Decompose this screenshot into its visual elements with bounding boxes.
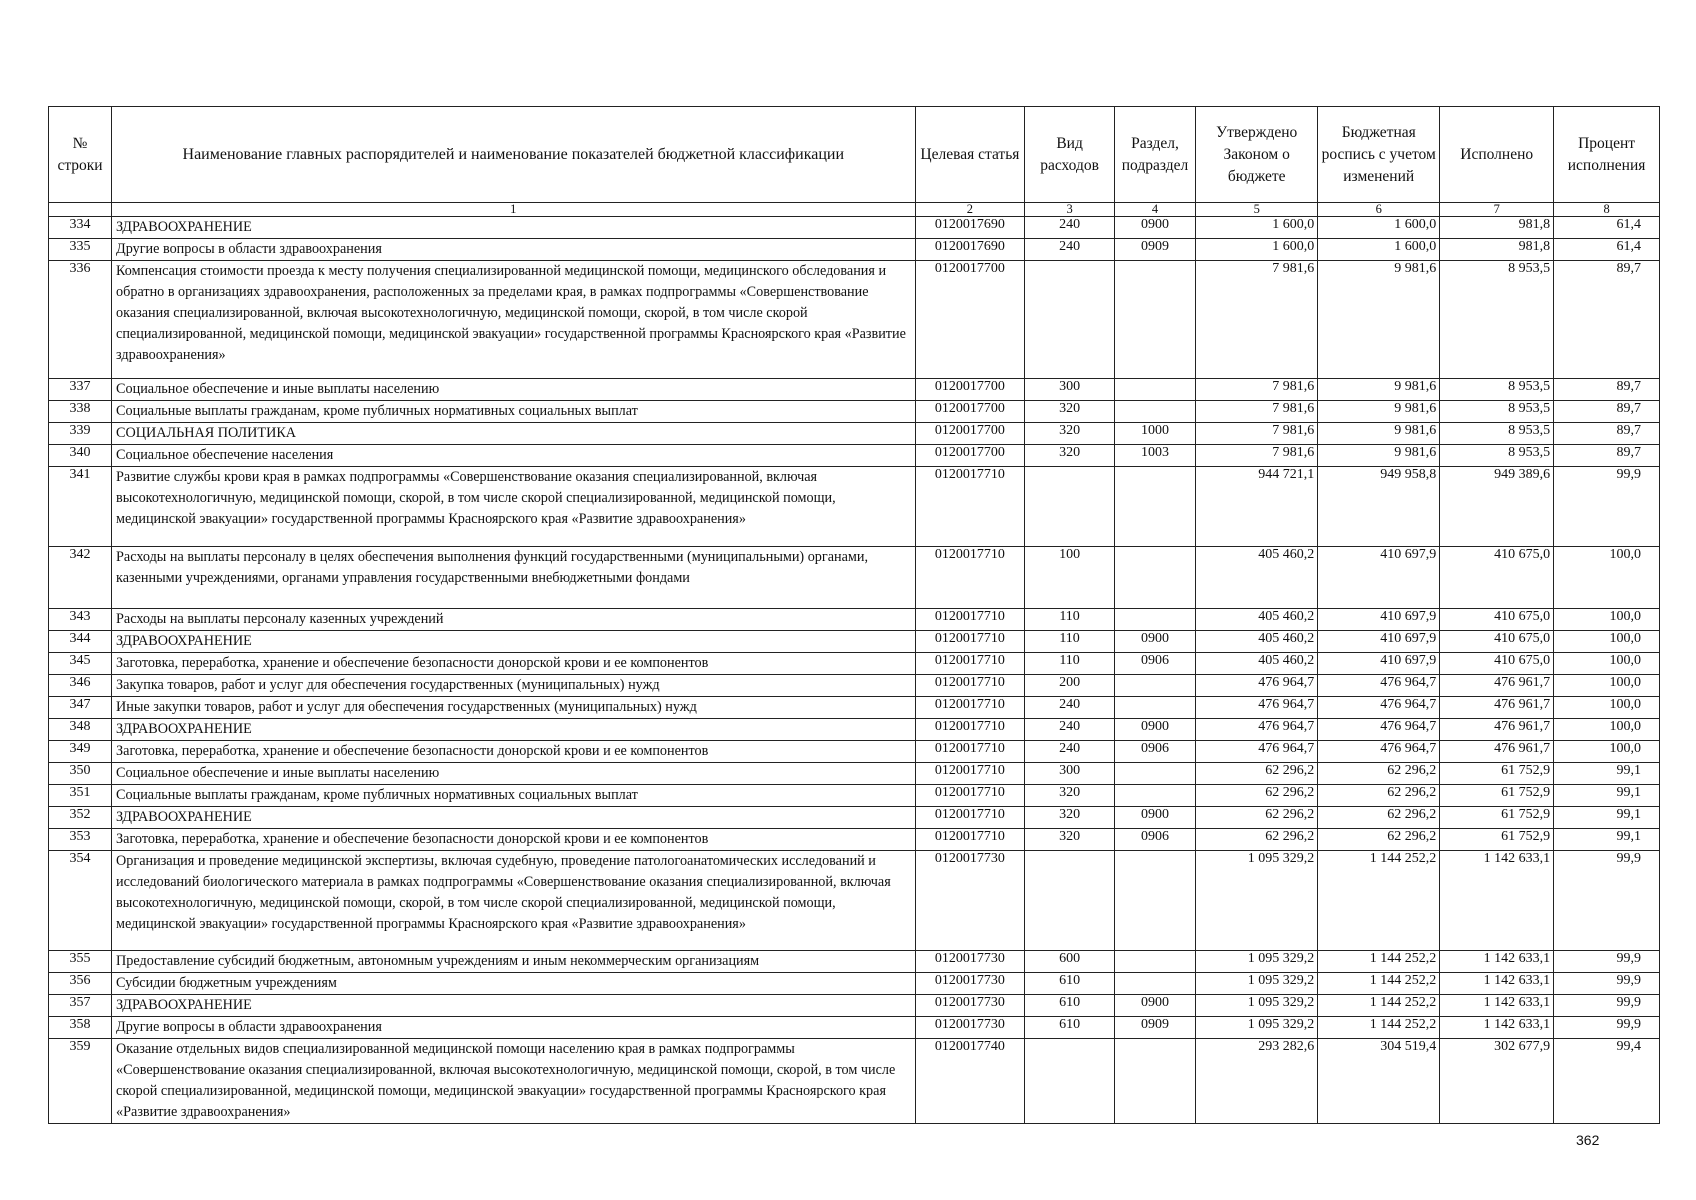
row-number-cell: 344 (49, 631, 112, 653)
section-cell: 1003 (1114, 445, 1195, 467)
row-number-cell: 348 (49, 719, 112, 741)
section-cell (1114, 379, 1195, 401)
column-number: 5 (1196, 203, 1318, 217)
budget-amount-cell: 9 981,6 (1318, 423, 1440, 445)
table-row (49, 445, 1660, 467)
row-name-cell: ЗДРАВООХРАНЕНИЕ (112, 631, 915, 653)
row-number-cell: 335 (49, 239, 112, 261)
budget-amount-cell: 9 981,6 (1318, 401, 1440, 423)
expense-kind-cell: 320 (1025, 445, 1115, 467)
column-number-blank (49, 203, 112, 217)
header-approved: Утверждено Законом о бюджете (1196, 107, 1318, 203)
row-name-cell: Развитие службы крови края в рамках подпрограммы «Совершенствование оказания специализированной, включая высокотехнологичную, медицинской помощи, скорой, в том числе скорой специализированной, медицинской помощи, медицинской эвакуации» государственной программы Красноярского края «Развитие здравоохранения» (112, 467, 915, 547)
expense-kind-cell: 320 (1025, 423, 1115, 445)
budget-amount-cell: 9 981,6 (1318, 445, 1440, 467)
table-row (49, 741, 1660, 763)
section-cell (1114, 261, 1195, 379)
section-cell (1114, 851, 1195, 951)
executed-amount-cell: 61 752,9 (1440, 763, 1554, 785)
expense-kind-cell: 610 (1025, 1017, 1115, 1039)
percent-cell: 61,4 (1554, 217, 1660, 239)
executed-amount-cell: 949 389,6 (1440, 467, 1554, 547)
percent-cell: 100,0 (1554, 697, 1660, 719)
approved-amount-cell: 7 981,6 (1196, 379, 1318, 401)
approved-amount-cell: 476 964,7 (1196, 675, 1318, 697)
table-row (49, 1017, 1660, 1039)
target-article-cell: 0120017730 (915, 995, 1025, 1017)
row-name-cell: Социальные выплаты гражданам, кроме публичных нормативных социальных выплат (112, 785, 915, 807)
budget-execution-table (48, 106, 1660, 1124)
percent-cell: 99,1 (1554, 807, 1660, 829)
section-cell (1114, 951, 1195, 973)
budget-amount-cell: 476 964,7 (1318, 675, 1440, 697)
executed-amount-cell: 981,8 (1440, 239, 1554, 261)
executed-amount-cell: 8 953,5 (1440, 445, 1554, 467)
executed-amount-cell: 61 752,9 (1440, 829, 1554, 851)
approved-amount-cell: 405 460,2 (1196, 653, 1318, 675)
table-row (49, 951, 1660, 973)
budget-amount-cell: 410 697,9 (1318, 631, 1440, 653)
executed-amount-cell: 1 142 633,1 (1440, 851, 1554, 951)
section-cell: 1000 (1114, 423, 1195, 445)
row-name-cell: Субсидии бюджетным учреждениям (112, 973, 915, 995)
budget-amount-cell: 62 296,2 (1318, 785, 1440, 807)
percent-cell: 89,7 (1554, 423, 1660, 445)
target-article-cell: 0120017730 (915, 851, 1025, 951)
table-header-row (49, 107, 1660, 203)
approved-amount-cell: 7 981,6 (1196, 401, 1318, 423)
expense-kind-cell: 110 (1025, 631, 1115, 653)
percent-cell: 100,0 (1554, 741, 1660, 763)
approved-amount-cell: 62 296,2 (1196, 785, 1318, 807)
executed-amount-cell: 410 675,0 (1440, 547, 1554, 609)
budget-amount-cell: 1 144 252,2 (1318, 851, 1440, 951)
target-article-cell: 0120017690 (915, 217, 1025, 239)
row-number-cell: 343 (49, 609, 112, 631)
row-number-cell: 337 (49, 379, 112, 401)
percent-cell: 99,9 (1554, 973, 1660, 995)
row-name-cell: Предоставление субсидий бюджетным, автономным учреждениям и иным некоммерческим организациям (112, 951, 915, 973)
approved-amount-cell: 405 460,2 (1196, 547, 1318, 609)
section-cell (1114, 675, 1195, 697)
percent-cell: 99,9 (1554, 467, 1660, 547)
percent-cell: 100,0 (1554, 653, 1660, 675)
row-name-cell: Иные закупки товаров, работ и услуг для обеспечения государственных (муниципальных) нужд (112, 697, 915, 719)
percent-cell: 99,9 (1554, 951, 1660, 973)
table-row (49, 675, 1660, 697)
budget-amount-cell: 1 600,0 (1318, 239, 1440, 261)
column-number: 8 (1554, 203, 1660, 217)
row-number-cell: 350 (49, 763, 112, 785)
column-number: 4 (1114, 203, 1195, 217)
target-article-cell: 0120017700 (915, 261, 1025, 379)
table-row (49, 379, 1660, 401)
executed-amount-cell: 476 961,7 (1440, 675, 1554, 697)
executed-amount-cell: 476 961,7 (1440, 719, 1554, 741)
target-article-cell: 0120017730 (915, 1017, 1025, 1039)
table-body (49, 217, 1660, 1124)
table-row (49, 807, 1660, 829)
column-number-row (49, 203, 1660, 217)
row-number-cell: 353 (49, 829, 112, 851)
row-name-cell: Социальное обеспечение и иные выплаты населению (112, 763, 915, 785)
row-number-cell: 347 (49, 697, 112, 719)
approved-amount-cell: 62 296,2 (1196, 807, 1318, 829)
row-name-cell: СОЦИАЛЬНАЯ ПОЛИТИКА (112, 423, 915, 445)
expense-kind-cell: 240 (1025, 697, 1115, 719)
row-name-cell: Другие вопросы в области здравоохранения (112, 1017, 915, 1039)
target-article-cell: 0120017710 (915, 829, 1025, 851)
target-article-cell: 0120017710 (915, 785, 1025, 807)
section-cell (1114, 763, 1195, 785)
approved-amount-cell: 405 460,2 (1196, 631, 1318, 653)
target-article-cell: 0120017730 (915, 973, 1025, 995)
percent-cell: 99,9 (1554, 851, 1660, 951)
section-cell: 0906 (1114, 653, 1195, 675)
expense-kind-cell: 320 (1025, 807, 1115, 829)
executed-amount-cell: 8 953,5 (1440, 379, 1554, 401)
expense-kind-cell: 610 (1025, 995, 1115, 1017)
row-name-cell: Заготовка, переработка, хранение и обеспечение безопасности донорской крови и ее компонентов (112, 653, 915, 675)
row-number-cell: 338 (49, 401, 112, 423)
budget-amount-cell: 476 964,7 (1318, 719, 1440, 741)
budget-amount-cell: 62 296,2 (1318, 763, 1440, 785)
executed-amount-cell: 8 953,5 (1440, 401, 1554, 423)
row-number-cell: 345 (49, 653, 112, 675)
table-row (49, 261, 1660, 379)
column-number: 3 (1025, 203, 1115, 217)
executed-amount-cell: 410 675,0 (1440, 653, 1554, 675)
section-cell: 0900 (1114, 807, 1195, 829)
executed-amount-cell: 1 142 633,1 (1440, 951, 1554, 973)
percent-cell: 99,9 (1554, 995, 1660, 1017)
section-cell: 0900 (1114, 995, 1195, 1017)
percent-cell: 100,0 (1554, 675, 1660, 697)
approved-amount-cell: 7 981,6 (1196, 261, 1318, 379)
row-number-cell: 356 (49, 973, 112, 995)
budget-amount-cell: 1 144 252,2 (1318, 1017, 1440, 1039)
row-number-cell: 357 (49, 995, 112, 1017)
expense-kind-cell: 200 (1025, 675, 1115, 697)
row-number-cell: 341 (49, 467, 112, 547)
percent-cell: 89,7 (1554, 261, 1660, 379)
expense-kind-cell: 110 (1025, 609, 1115, 631)
column-number: 2 (915, 203, 1025, 217)
header-percent: Процент исполнения (1554, 107, 1660, 203)
approved-amount-cell: 1 095 329,2 (1196, 951, 1318, 973)
expense-kind-cell: 320 (1025, 401, 1115, 423)
executed-amount-cell: 981,8 (1440, 217, 1554, 239)
row-name-cell: Закупка товаров, работ и услуг для обеспечения государственных (муниципальных) нужд (112, 675, 915, 697)
percent-cell: 100,0 (1554, 719, 1660, 741)
approved-amount-cell: 1 600,0 (1196, 217, 1318, 239)
table-row (49, 851, 1660, 951)
approved-amount-cell: 405 460,2 (1196, 609, 1318, 631)
row-name-cell: Заготовка, переработка, хранение и обеспечение безопасности донорской крови и ее компонентов (112, 829, 915, 851)
target-article-cell: 0120017740 (915, 1039, 1025, 1124)
percent-cell: 61,4 (1554, 239, 1660, 261)
budget-amount-cell: 1 600,0 (1318, 217, 1440, 239)
percent-cell: 99,1 (1554, 763, 1660, 785)
budget-amount-cell: 62 296,2 (1318, 829, 1440, 851)
header-budget-schedule: Бюджетная роспись с учетом изменений (1318, 107, 1440, 203)
header-name: Наименование главных распорядителей и наименование показателей бюджетной классификации (112, 107, 915, 203)
table-row (49, 547, 1660, 609)
approved-amount-cell: 7 981,6 (1196, 445, 1318, 467)
approved-amount-cell: 1 600,0 (1196, 239, 1318, 261)
budget-table-sheet (48, 106, 1660, 1124)
target-article-cell: 0120017700 (915, 379, 1025, 401)
expense-kind-cell (1025, 467, 1115, 547)
expense-kind-cell (1025, 1039, 1115, 1124)
target-article-cell: 0120017710 (915, 547, 1025, 609)
table-row (49, 609, 1660, 631)
row-number-cell: 354 (49, 851, 112, 951)
table-row (49, 719, 1660, 741)
target-article-cell: 0120017690 (915, 239, 1025, 261)
section-cell: 0906 (1114, 741, 1195, 763)
expense-kind-cell (1025, 851, 1115, 951)
table-row (49, 631, 1660, 653)
approved-amount-cell: 476 964,7 (1196, 719, 1318, 741)
budget-amount-cell: 949 958,8 (1318, 467, 1440, 547)
section-cell: 0906 (1114, 829, 1195, 851)
section-cell (1114, 609, 1195, 631)
approved-amount-cell: 62 296,2 (1196, 829, 1318, 851)
section-cell (1114, 973, 1195, 995)
section-cell: 0900 (1114, 217, 1195, 239)
row-name-cell: Оказание отдельных видов специализированной медицинской помощи населению края в рамках подпрограммы «Совершенствование оказания специализированной, включая высокотехнологичную, медицинской помощи, скорой, в том числе скорой специализированной, медицинской помощи, медицинской эвакуации» государственной программы Красноярского края «Развитие здравоохранения» (112, 1039, 915, 1124)
approved-amount-cell: 1 095 329,2 (1196, 1017, 1318, 1039)
executed-amount-cell: 1 142 633,1 (1440, 973, 1554, 995)
target-article-cell: 0120017710 (915, 609, 1025, 631)
approved-amount-cell: 476 964,7 (1196, 741, 1318, 763)
expense-kind-cell: 240 (1025, 741, 1115, 763)
executed-amount-cell: 8 953,5 (1440, 261, 1554, 379)
target-article-cell: 0120017710 (915, 807, 1025, 829)
executed-amount-cell: 61 752,9 (1440, 785, 1554, 807)
expense-kind-cell: 610 (1025, 973, 1115, 995)
target-article-cell: 0120017700 (915, 445, 1025, 467)
approved-amount-cell: 1 095 329,2 (1196, 973, 1318, 995)
row-number-cell: 359 (49, 1039, 112, 1124)
row-number-cell: 339 (49, 423, 112, 445)
executed-amount-cell: 410 675,0 (1440, 631, 1554, 653)
expense-kind-cell: 100 (1025, 547, 1115, 609)
budget-amount-cell: 476 964,7 (1318, 697, 1440, 719)
percent-cell: 89,7 (1554, 401, 1660, 423)
row-name-cell: ЗДРАВООХРАНЕНИЕ (112, 995, 915, 1017)
executed-amount-cell: 1 142 633,1 (1440, 995, 1554, 1017)
expense-kind-cell: 300 (1025, 379, 1115, 401)
section-cell: 0900 (1114, 719, 1195, 741)
row-number-cell: 342 (49, 547, 112, 609)
row-name-cell: ЗДРАВООХРАНЕНИЕ (112, 217, 915, 239)
budget-amount-cell: 1 144 252,2 (1318, 995, 1440, 1017)
row-name-cell: Расходы на выплаты персоналу в целях обеспечения выполнения функций государственными (муниципальными) органами, казенными учреждениями, органами управления государственными внебюджетными фондами (112, 547, 915, 609)
target-article-cell: 0120017710 (915, 741, 1025, 763)
approved-amount-cell: 944 721,1 (1196, 467, 1318, 547)
table-row (49, 829, 1660, 851)
header-section: Раздел, подраздел (1114, 107, 1195, 203)
row-number-cell: 349 (49, 741, 112, 763)
section-cell (1114, 401, 1195, 423)
executed-amount-cell: 1 142 633,1 (1440, 1017, 1554, 1039)
row-number-cell: 358 (49, 1017, 112, 1039)
table-row (49, 423, 1660, 445)
target-article-cell: 0120017710 (915, 653, 1025, 675)
target-article-cell: 0120017710 (915, 763, 1025, 785)
section-cell: 0909 (1114, 1017, 1195, 1039)
row-number-cell: 355 (49, 951, 112, 973)
approved-amount-cell: 7 981,6 (1196, 423, 1318, 445)
expense-kind-cell: 110 (1025, 653, 1115, 675)
approved-amount-cell: 62 296,2 (1196, 763, 1318, 785)
expense-kind-cell: 240 (1025, 239, 1115, 261)
budget-amount-cell: 304 519,4 (1318, 1039, 1440, 1124)
table-row (49, 785, 1660, 807)
percent-cell: 99,9 (1554, 1017, 1660, 1039)
executed-amount-cell: 8 953,5 (1440, 423, 1554, 445)
target-article-cell: 0120017700 (915, 401, 1025, 423)
row-name-cell: ЗДРАВООХРАНЕНИЕ (112, 719, 915, 741)
expense-kind-cell: 240 (1025, 719, 1115, 741)
section-cell (1114, 697, 1195, 719)
target-article-cell: 0120017710 (915, 719, 1025, 741)
percent-cell: 100,0 (1554, 547, 1660, 609)
budget-amount-cell: 1 144 252,2 (1318, 951, 1440, 973)
row-number-cell: 334 (49, 217, 112, 239)
target-article-cell: 0120017700 (915, 423, 1025, 445)
target-article-cell: 0120017710 (915, 467, 1025, 547)
percent-cell: 100,0 (1554, 609, 1660, 631)
budget-amount-cell: 62 296,2 (1318, 807, 1440, 829)
row-name-cell: Организация и проведение медицинской экспертизы, включая судебную, проведение патологоанатомических исследований и исследований биологического материала в рамках подпрограммы «Совершенствование оказания специализированной, включая высокотехнологичную, медицинской помощи, скорой, в том числе скорой специализированной, медицинской помощи, медицинской эвакуации» государственной программы Красноярского края «Развитие здравоохранения» (112, 851, 915, 951)
target-article-cell: 0120017710 (915, 697, 1025, 719)
section-cell (1114, 785, 1195, 807)
section-cell (1114, 467, 1195, 547)
table-row (49, 217, 1660, 239)
expense-kind-cell: 600 (1025, 951, 1115, 973)
column-number: 6 (1318, 203, 1440, 217)
table-row (49, 239, 1660, 261)
executed-amount-cell: 61 752,9 (1440, 807, 1554, 829)
budget-amount-cell: 476 964,7 (1318, 741, 1440, 763)
row-number-cell: 340 (49, 445, 112, 467)
table-row (49, 1039, 1660, 1124)
row-name-cell: Социальные выплаты гражданам, кроме публичных нормативных социальных выплат (112, 401, 915, 423)
expense-kind-cell: 320 (1025, 785, 1115, 807)
row-number-cell: 346 (49, 675, 112, 697)
budget-amount-cell: 410 697,9 (1318, 653, 1440, 675)
budget-amount-cell: 9 981,6 (1318, 379, 1440, 401)
percent-cell: 99,1 (1554, 785, 1660, 807)
target-article-cell: 0120017710 (915, 675, 1025, 697)
percent-cell: 89,7 (1554, 379, 1660, 401)
row-name-cell: Социальное обеспечение и иные выплаты населению (112, 379, 915, 401)
row-name-cell: Заготовка, переработка, хранение и обеспечение безопасности донорской крови и ее компонентов (112, 741, 915, 763)
row-name-cell: Другие вопросы в области здравоохранения (112, 239, 915, 261)
row-name-cell: Социальное обеспечение населения (112, 445, 915, 467)
row-number-cell: 351 (49, 785, 112, 807)
target-article-cell: 0120017710 (915, 631, 1025, 653)
header-expense-kind: Вид расходов (1025, 107, 1115, 203)
executed-amount-cell: 476 961,7 (1440, 741, 1554, 763)
target-article-cell: 0120017730 (915, 951, 1025, 973)
table-row (49, 467, 1660, 547)
percent-cell: 100,0 (1554, 631, 1660, 653)
section-cell (1114, 1039, 1195, 1124)
table-row (49, 973, 1660, 995)
header-row-no: № строки (49, 107, 112, 203)
table-row (49, 995, 1660, 1017)
column-number: 1 (112, 203, 915, 217)
header-target-article: Целевая статья (915, 107, 1025, 203)
approved-amount-cell: 1 095 329,2 (1196, 995, 1318, 1017)
executed-amount-cell: 302 677,9 (1440, 1039, 1554, 1124)
expense-kind-cell (1025, 261, 1115, 379)
page-number: 362 (1576, 1132, 1600, 1148)
expense-kind-cell: 300 (1025, 763, 1115, 785)
section-cell: 0909 (1114, 239, 1195, 261)
table-row (49, 697, 1660, 719)
table-row (49, 401, 1660, 423)
row-name-cell: ЗДРАВООХРАНЕНИЕ (112, 807, 915, 829)
section-cell: 0900 (1114, 631, 1195, 653)
approved-amount-cell: 1 095 329,2 (1196, 851, 1318, 951)
budget-amount-cell: 1 144 252,2 (1318, 973, 1440, 995)
executed-amount-cell: 410 675,0 (1440, 609, 1554, 631)
approved-amount-cell: 293 282,6 (1196, 1039, 1318, 1124)
row-number-cell: 352 (49, 807, 112, 829)
percent-cell: 89,7 (1554, 445, 1660, 467)
table-row (49, 653, 1660, 675)
percent-cell: 99,4 (1554, 1039, 1660, 1124)
table-row (49, 763, 1660, 785)
row-name-cell: Расходы на выплаты персоналу казенных учреждений (112, 609, 915, 631)
section-cell (1114, 547, 1195, 609)
budget-amount-cell: 9 981,6 (1318, 261, 1440, 379)
executed-amount-cell: 476 961,7 (1440, 697, 1554, 719)
budget-amount-cell: 410 697,9 (1318, 547, 1440, 609)
row-number-cell: 336 (49, 261, 112, 379)
expense-kind-cell: 320 (1025, 829, 1115, 851)
row-name-cell: Компенсация стоимости проезда к месту получения специализированной медицинской помощи, медицинского обследования и обратно в организациях здравоохранения, расположенных за пределами края, в рамках подпрограммы «Совершенствование оказания специализированной, включая высокотехнологичную, медицинской помощи, скорой, в том числе скорой специализированной, медицинской помощи, медицинской эвакуации» государственной программы Красноярского края «Развитие здравоохранения» (112, 261, 915, 379)
expense-kind-cell: 240 (1025, 217, 1115, 239)
header-executed: Исполнено (1440, 107, 1554, 203)
percent-cell: 99,1 (1554, 829, 1660, 851)
column-number: 7 (1440, 203, 1554, 217)
budget-amount-cell: 410 697,9 (1318, 609, 1440, 631)
approved-amount-cell: 476 964,7 (1196, 697, 1318, 719)
